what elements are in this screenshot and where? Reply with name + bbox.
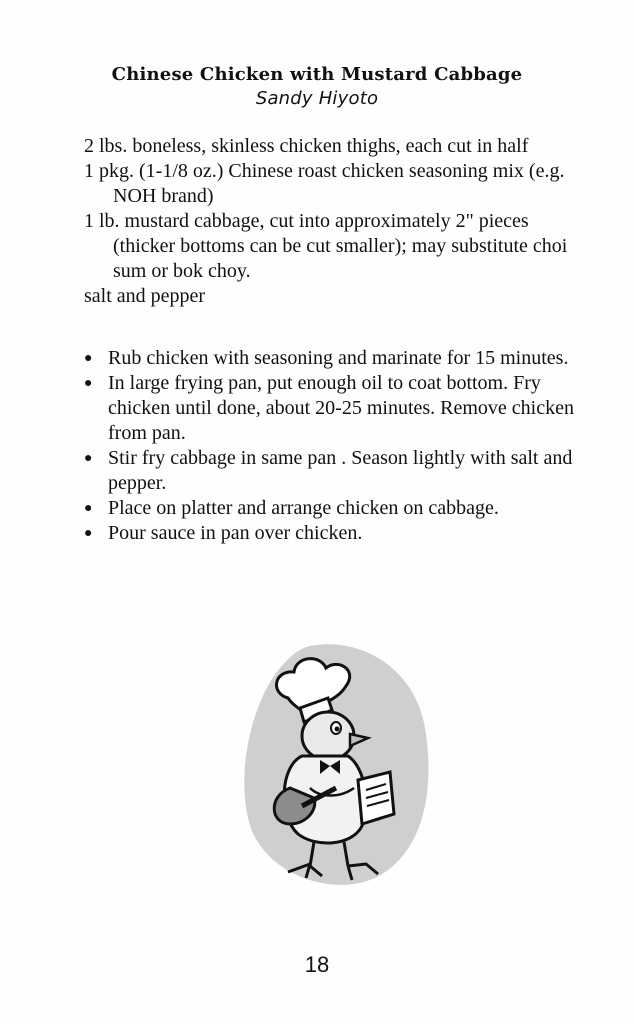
step-text: In large frying pan, put enough oil to coat bottom. Fry chicken until done, about 20-25 minutes. Remove chicken from pan. <box>108 372 574 444</box>
step-text: Rub chicken with seasoning and marinate for 15 minutes. <box>108 347 569 369</box>
recipe-author: Sandy Hiyoto <box>255 88 379 109</box>
step-item <box>84 346 584 371</box>
steps-list <box>84 346 584 546</box>
ingredient-item: salt and pepper <box>84 285 206 307</box>
page-number: 18 <box>304 952 330 977</box>
bullet-icon: ● <box>84 351 93 366</box>
bullet-icon: ● <box>84 526 93 541</box>
recipe-title: Chinese Chicken with Mustard Cabbage <box>111 64 523 85</box>
ingredient-item: 2 lbs. boneless, skinless chicken thighs, each cut in half <box>84 135 529 157</box>
ingredient-item: 1 lb. mustard cabbage, cut into approximately 2" pieces (thicker bottoms can be cut smaller); may substitute choi sum or bok choy. <box>84 210 568 282</box>
ingredient-item: 1 pkg. (1-1/8 oz.) Chinese roast chicken seasoning mix (e.g. NOH brand) <box>84 160 565 207</box>
step-text: Place on platter and arrange chicken on cabbage. <box>108 497 499 519</box>
step-item <box>84 521 584 546</box>
bullet-icon: ● <box>84 501 93 516</box>
bullet-icon: ● <box>84 376 93 391</box>
step-item <box>84 446 584 496</box>
bullet-icon: ● <box>84 451 93 466</box>
step-item <box>84 496 584 521</box>
step-text: Pour sauce in pan over chicken. <box>108 522 363 544</box>
ingredients-list <box>84 134 584 309</box>
step-text: Stir fry cabbage in same pan . Season lightly with salt and pepper. <box>108 447 573 494</box>
chef-chick-icon <box>240 638 440 888</box>
step-item <box>84 371 584 446</box>
